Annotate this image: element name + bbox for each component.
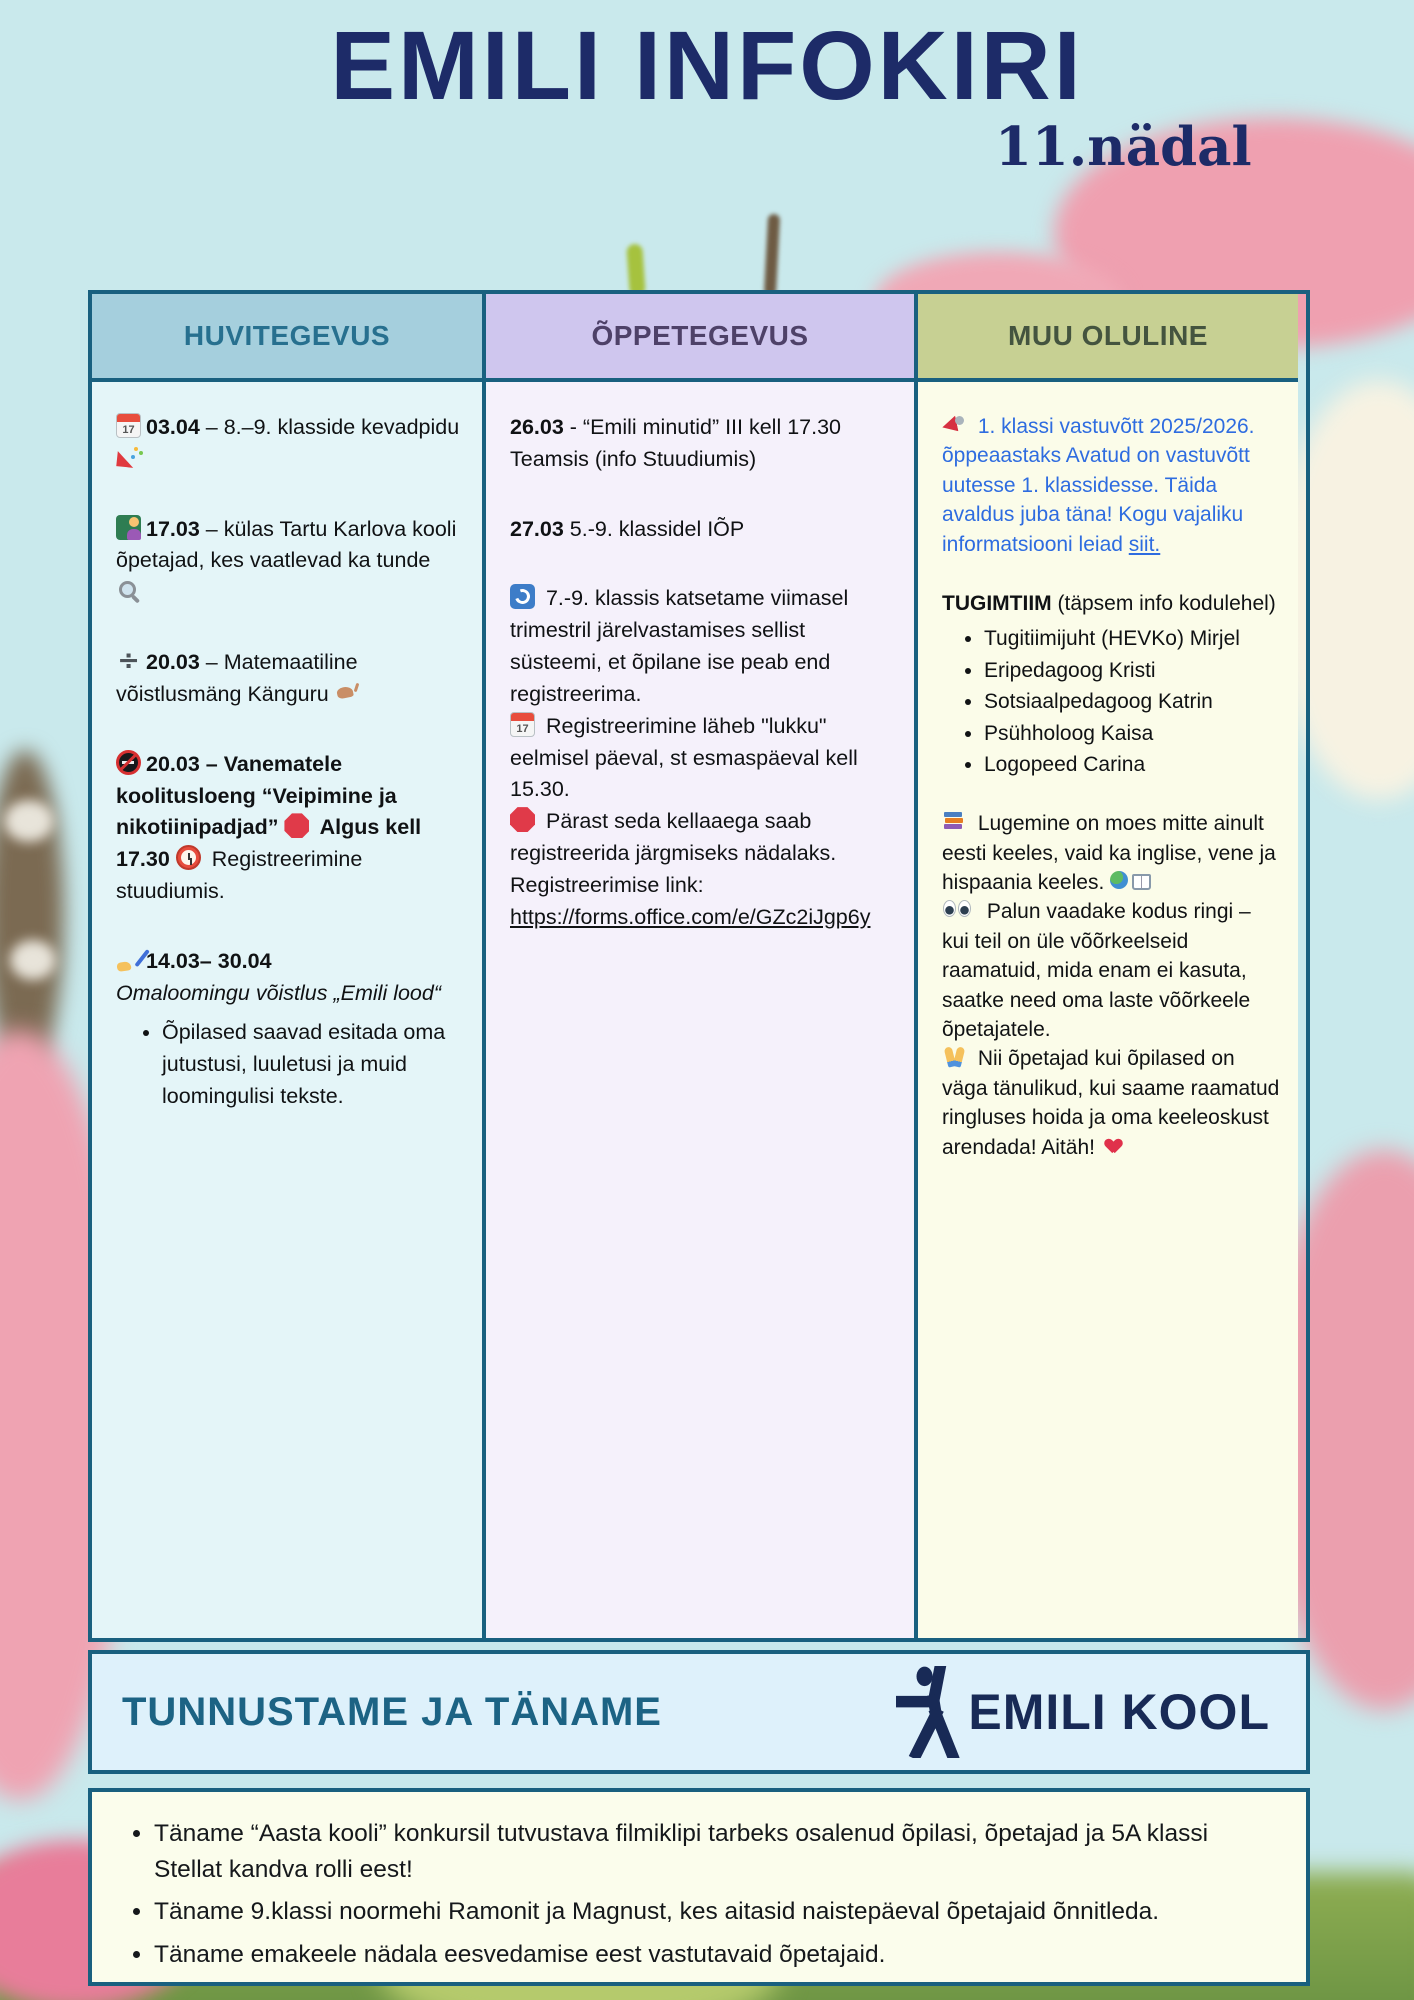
- text-segment: 03.04: [146, 415, 200, 439]
- thanks-box: [88, 1788, 1310, 1986]
- text-segment: 17.03: [146, 516, 200, 541]
- link[interactable]: https://forms.office.com/e/GZc2iJgp6y: [510, 904, 871, 929]
- magnifier-icon: [116, 578, 141, 603]
- text-segment: 5.-9. klassidel IÕP: [563, 516, 745, 541]
- text-segment: Registreerimine läheb "lukku" eelmisel päeval, st esmaspäeval kell 15.30.: [510, 713, 858, 802]
- event-item: [116, 946, 464, 1010]
- event-item: [116, 749, 464, 908]
- event-item: [116, 647, 464, 711]
- heart-icon: [1101, 1133, 1126, 1158]
- text-segment: Registreerimine stuudiumis.: [116, 847, 363, 903]
- megaphone-icon: [942, 412, 967, 437]
- column-header-huvitegevus: HUVITEGEVUS: [92, 294, 482, 382]
- kangaroo-icon: [335, 680, 360, 705]
- stop-icon: [284, 813, 309, 838]
- text-segment: TUGIMTIIM: [942, 591, 1052, 615]
- globebook-icon: [1110, 868, 1152, 893]
- text-segment: 26.03: [510, 415, 564, 439]
- list-item: • Sotsiaalpedagoog Katrin: [984, 687, 1280, 716]
- column-header-muu-oluline: MUU OLULINE: [918, 294, 1298, 382]
- week-subtitle: 11.nädal: [995, 116, 1252, 178]
- list-item: • Õpilased saavad esitada oma jutustusi, luuletusi ja muid loomingulisi tekste.: [162, 1017, 464, 1112]
- text-segment: 1. klassi vastuvõtt 2025/2026. õppeaastaks Avatud on vastuvõtt uutesse 1. klassidesse. Täida avaldus juba täna! Kogu vajaliku informatsiooni leiad: [942, 415, 1255, 556]
- event-item: [510, 583, 896, 933]
- calendar-icon: [116, 413, 141, 438]
- column-body-huvitegevus: [92, 382, 482, 1638]
- list-item: • Psühholoog Kaisa: [984, 719, 1280, 748]
- column-body-oppetegevus: [486, 382, 914, 1638]
- party-icon: [116, 445, 141, 470]
- text-segment: 20.03 – Vanematele koolitusloeng “Veipimine ja nikotiinipadjad”: [116, 751, 397, 840]
- support-team-heading: [942, 592, 1276, 615]
- divide-icon: [116, 648, 141, 673]
- column-muu-oluline: [914, 294, 1298, 1638]
- text-segment: (täpsem info kodulehel): [1051, 591, 1276, 615]
- list-item: • Logopeed Carina: [984, 750, 1280, 779]
- stop-icon: [510, 807, 535, 832]
- thanks-list: [126, 1816, 1272, 1972]
- recognition-banner: [88, 1650, 1310, 1774]
- text-segment: – Matemaatiline võistlusmäng Känguru: [116, 650, 358, 706]
- writing-icon: [116, 947, 141, 972]
- text-segment: Palun vaadake kodus ringi – kui teil on üle võõrkeelseid raamatuid, mida enam ei kasuta, saatke need oma laste võõrkeele õpetajatele.: [942, 900, 1251, 1042]
- emili-kool-logo: [896, 1666, 1270, 1758]
- list-item: • Eripedagoog Kristi: [984, 656, 1280, 685]
- list-item: • Tugitiimijuht (HEVKo) Mirjel: [984, 624, 1280, 653]
- text-segment: Registreerimise link:: [510, 872, 704, 897]
- alarm-icon: [176, 845, 201, 870]
- books-icon: [942, 809, 967, 834]
- text-segment: - “Emili minutid” III kell 17.30 Teamsis (info Stuudiumis): [510, 415, 842, 471]
- nosmoking-icon: [116, 750, 141, 775]
- text-segment: Omaloomingu võistlus „Emili lood“: [116, 980, 441, 1005]
- column-huvitegevus: [92, 294, 482, 1638]
- text-segment: 20.03: [146, 650, 200, 675]
- text-segment: Nii õpetajad kui õpilased on väga tänulikud, kui saame raamatud ringluses hoida ja oma keeleoskust arendada! Aitäh!: [942, 1047, 1280, 1159]
- text-segment: – külas Tartu Karlova kooli õpetajad, kes vaatlevad ka tunde: [116, 516, 457, 573]
- list-item: • Täname emakeele nädala eesvedamise eest vastutavaid õpetajaid.: [154, 1937, 1272, 1973]
- text-segment: Lugemine on moes mitte ainult eesti keeles, vaid ka inglise, vene ja hispaania keeles.: [942, 812, 1276, 895]
- jumping-figure-icon: [896, 1666, 960, 1758]
- event-item: [116, 514, 464, 609]
- admission-notice: [942, 412, 1280, 559]
- newsletter-title: EMILI INFOKIRI: [330, 11, 1084, 120]
- newsletter-table: [88, 290, 1310, 1642]
- calendar-icon: [510, 712, 535, 737]
- text-segment: Pärast seda kellaaega saab registreerida järgmiseks nädalaks.: [510, 809, 837, 865]
- support-team-list: [942, 624, 1280, 779]
- event-item: [116, 412, 464, 476]
- banner-title: TUNNUSTAME JA TÄNAME: [122, 1689, 662, 1734]
- text-segment: 27.03: [510, 516, 564, 541]
- refresh-icon: [510, 584, 535, 609]
- link[interactable]: siit.: [1128, 532, 1161, 556]
- text-segment: – 8.–9. klasside kevadpidu: [199, 415, 460, 439]
- event-item: [510, 514, 896, 546]
- teacher-icon: [116, 515, 141, 540]
- event-item: [510, 412, 896, 476]
- column-body-muu-oluline: [918, 382, 1298, 1638]
- eyes-icon: [942, 897, 976, 922]
- column-header-oppetegevus: ÕPPETEGEVUS: [486, 294, 914, 382]
- pray-icon: [942, 1044, 967, 1069]
- text-segment: 14.03– 30.04: [146, 948, 272, 973]
- support-team-block: [942, 589, 1280, 779]
- logo-text: EMILI KOOL: [968, 1684, 1270, 1740]
- list-item: • Täname 9.klassi noormehi Ramonit ja Magnust, kes aitasid naistepäeval õpetajaid õnnitleda.: [154, 1894, 1272, 1930]
- reading-notice: [942, 809, 1280, 1162]
- text-segment: Algus kell 17.30: [116, 815, 422, 872]
- column-oppetegevus: [482, 294, 914, 1638]
- text-segment: 7.-9. klassis katsetame viimasel trimestril järelvastamises sellist süsteemi, et õpilane ise peab end registreerima.: [510, 586, 849, 706]
- event-sub-list: [116, 1017, 464, 1112]
- list-item: • Täname “Aasta kooli” konkursil tutvustava filmiklipi tarbeks osalenud õpilasi, õpetajad ja 5A klassi Stellat kandva rolli eest!: [154, 1816, 1272, 1887]
